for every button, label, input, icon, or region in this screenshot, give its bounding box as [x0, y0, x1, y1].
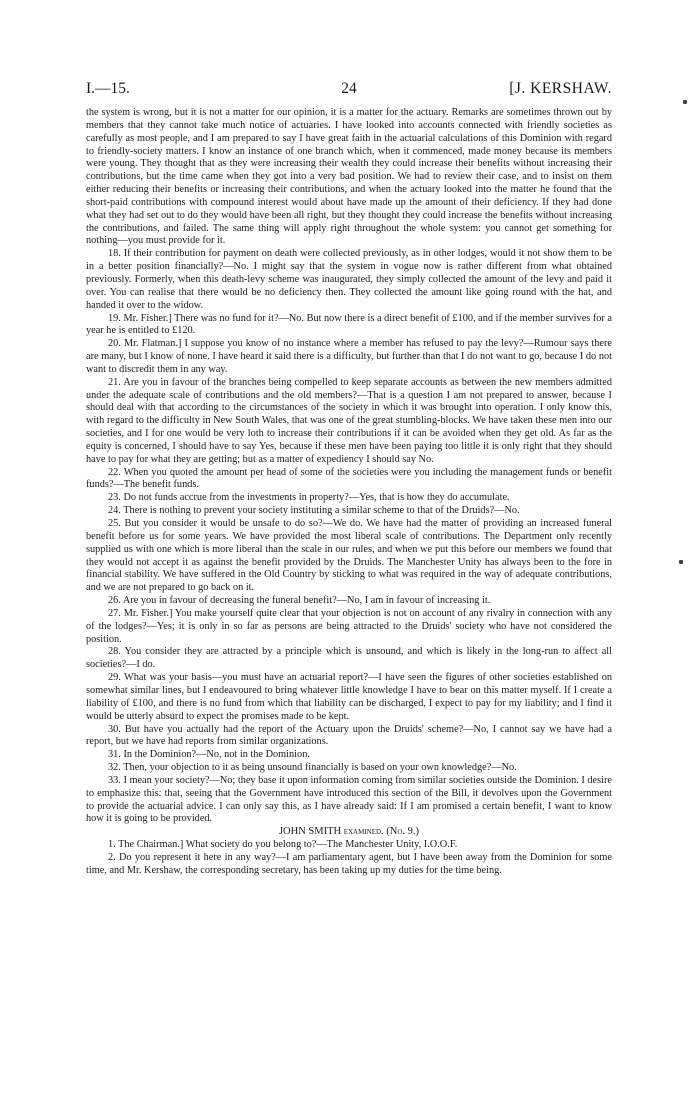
paragraph: 18. If their contribution for payment on death were collected previously, as in other lodges, would it not show them to be in a better position financially?—No. I might say that the system in vogue now is rather different from what obtained previously. Formerly, when this death-levy scheme was inaugurated, they simply collected the amount of the levy and paid it over. You can realise that there would be no deficiency then. They collected the amount like going round with the hat, and handed it over to the widow. [86, 248, 612, 311]
paragraph: 28. You consider they are attracted by a principle which is unsound, and which is likely in the long-run to affect all societies?—I do. [86, 646, 612, 671]
witness-name: [J. KERSHAW. [509, 80, 612, 97]
paragraph: 24. There is nothing to prevent your society instituting a similar scheme to that of the Druids?—No. [108, 505, 520, 517]
section-heading: JOHN SMITH examined. (No. 9.) [278, 826, 420, 838]
page-header [86, 80, 612, 102]
paragraph: 22. When you quoted the amount per head of some of the societies were you including the management funds or benefit funds?—The benefit funds. [86, 466, 612, 491]
paragraph: 23. Do not funds accrue from the investments in property?—Yes, that is how they do accumulate. [108, 492, 510, 504]
paragraph: 27. Mr. Fisher.] You make yourself quite clear that your objection is not on account of any rivalry in connection with any of the lodges?—Yes; it is only in so far as persons are being attracted to the Druids' society who have not considered the position. [86, 607, 612, 645]
paper-reference: I.—15. [86, 80, 130, 97]
body-text [86, 107, 612, 878]
paragraph: 29. What was your basis—you must have an actuarial report?—I have seen the figures of other societies established on somewhat similar lines, but I endeavoured to bring whatever little knowledge I have to bear on this matter myself. If I create a liability of £100, and there is no fund from which that liability can be discharged, I expect to pay for my liability; and I find it would be utterly absurd to expect the promises made to be kept. [86, 672, 612, 722]
paragraph: 20. Mr. Flatman.] I suppose you know of no instance where a member has refused to pay the levy?—Rumour says there are many, but I know of none. I have heard it said there is a difficulty, but further than that I do not want to go, because I do not want to discredit them in any way. [86, 338, 612, 375]
paragraph: 1. The Chairman.] What society do you belong to?—The Manchester Unity, I.O.O.F. [108, 839, 458, 851]
paragraph: 25. But you consider it would be unsafe to do so?—We do. We have had the matter of providing an increased funeral benefit before us for some years. We have provided the most liberal scale of contributions. The Department only recently supplied us with one which is more liberal than the scale in our rules, and when we put this before our members we found that they would not accept it as against the benefit provided by the Druids. The Manchester Unity has always been to the fore in financial stability. We have suffered in the Old Country by sticking to what was required in the way of adequate contributions, and we are not prepared to go back on it. [86, 518, 612, 594]
paragraph: 26. Are you in favour of decreasing the funeral benefit?—No, I am in favour of increasing it. [108, 595, 491, 607]
paragraph: 31. In the Dominion?—No, not in the Dominion. [108, 749, 310, 761]
paragraph: the system is wrong, but it is not a matter for our opinion, it is a matter for the actuary. Remarks are sometimes thrown out by members that they cannot take much notice of actuaries. I have looked into accounts connected with friendly societies as carefully as most people, and I am prepared to say I have great faith in the actuarial calculations of this Dominion with regard to friendly-society matters. I know an instance of one branch which, when it commenced, made money because its members were young. They thought that as they were increasing their wealth they could increase their benefits without increasing their contributions, but the time came when they got into a very bad position. We had to review their case, and to insist on them either reducing their benefits or increasing their contributions, and when the actuary looked into the matter he found that the short-paid contributions with compound interest would about have made up the amount of their deficiency. If they had done what they had set out to do they would have been all right, but they thought they could increase the benefits without increasing the contributions, and failed. The same thing will apply right throughout the whole system: you cannot get something for nothing—you must provide for it. [86, 107, 612, 247]
paragraph: 32. Then, your objection to it as being unsound financially is based on your own knowledge?—No. [108, 762, 517, 774]
paragraph: 19. Mr. Fisher.] There was no fund for it?—No. But now there is a direct benefit of £100, and if the member survives for a year he is entitled to £120. [86, 312, 612, 337]
paragraph: 33. I mean your society?—No; they base it upon information coming from similar societies outside the Dominion. I desire to emphasize this: that, seeing that the Government have introduced this section of the Bill, it devolves upon the Government to provide the actuarial advice. I can only say this, as I have already said: If I am promised a certain benefit, I want to know how it is going to be provided. [86, 774, 612, 825]
paragraph: 2. Do you represent it here in any way?—I am parliamentary agent, but I have been away from the Dominion for some time, and Mr. Kershaw, the corresponding secretary, has been taking up my duties for the time being. [86, 851, 612, 876]
paragraph: 30. But have you actually had the report of the Actuary upon the Druids' scheme?—No, I cannot say we have had a report, but we have had reports from similar organizations. [86, 723, 612, 748]
page-number: 24 [341, 80, 357, 97]
margin-mark [683, 100, 687, 104]
paragraph: 21. Are you in favour of the branches being compelled to keep separate accounts as between the new members admitted under the adequate scale of contributions and the old members?—That is a question I am not prepared to answer, because I should deal with that according to the circumstances of the society in which it was brought into operation. I only know this, with regard to the difficulty in New South Wales, that was one of the great stumbling-blocks. We have taken these men into our societies, and I for one would be very loth to increase their contributions if it can be avoided when they get old. As far as the equity is concerned, I should have to say Yes, because if these men have been paying too little it is only right that they should have to pay for what they are getting; but as a matter of expediency I should say No. [86, 376, 612, 465]
margin-mark [679, 560, 683, 564]
